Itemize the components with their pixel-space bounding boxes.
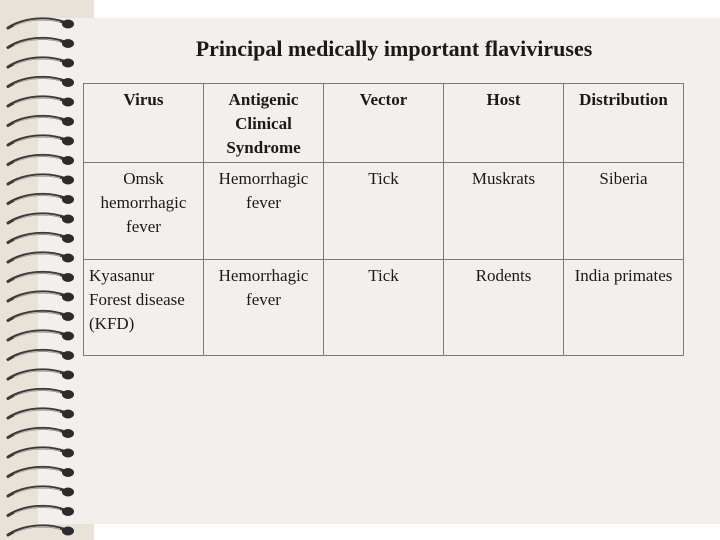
binding-hole <box>62 429 74 438</box>
binding-hole <box>62 312 74 321</box>
cell-host: Muskrats <box>444 163 564 260</box>
cell-syndrome: Hemorrhagic fever <box>204 260 324 356</box>
binding-hole <box>62 117 74 126</box>
binding-hole <box>62 234 74 243</box>
binding-hole <box>62 351 74 360</box>
cell-vector: Tick <box>324 260 444 356</box>
slide-title: Principal medically important flaviviruses <box>195 36 593 61</box>
binding-hole <box>62 371 74 380</box>
binding-hole <box>62 39 74 48</box>
cell-virus: Omsk hemorrhagic fever <box>84 163 204 260</box>
cell-host: Rodents <box>444 260 564 356</box>
binding-hole <box>62 137 74 146</box>
cell-distribution: India primates <box>564 260 684 356</box>
header-virus: Virus <box>84 84 204 163</box>
table-row <box>84 163 684 260</box>
binding-hole <box>62 488 74 497</box>
header-host: Host <box>444 84 564 163</box>
binding-hole <box>62 507 74 516</box>
binding-hole <box>62 20 74 29</box>
binding-hole <box>62 195 74 204</box>
binding-hole <box>62 527 74 536</box>
flavivirus-table <box>83 83 684 356</box>
binding-hole <box>62 468 74 477</box>
binding-hole <box>62 215 74 224</box>
binding-hole <box>62 293 74 302</box>
binding-hole <box>62 390 74 399</box>
binding-hole <box>62 98 74 107</box>
binding-hole <box>62 332 74 341</box>
header-syndrome: Antigenic Clinical Syndrome <box>204 84 324 163</box>
cell-distribution: Siberia <box>564 163 684 260</box>
binding-hole <box>62 449 74 458</box>
binding-hole <box>62 410 74 419</box>
cell-syndrome: Hemorrhagic fever <box>204 163 324 260</box>
header-vector: Vector <box>324 84 444 163</box>
binding-hole <box>62 59 74 68</box>
header-distribution: Distribution <box>564 84 684 163</box>
cell-virus: Kyasanur Forest disease (KFD) <box>84 260 204 356</box>
binding-hole <box>62 273 74 282</box>
binding-hole <box>62 78 74 87</box>
binding-hole <box>62 254 74 263</box>
table-row <box>84 260 684 356</box>
binding-hole <box>62 176 74 185</box>
binding-hole <box>62 156 74 165</box>
cell-vector: Tick <box>324 163 444 260</box>
table-header-row <box>84 84 684 163</box>
spiral-binding <box>0 0 82 540</box>
